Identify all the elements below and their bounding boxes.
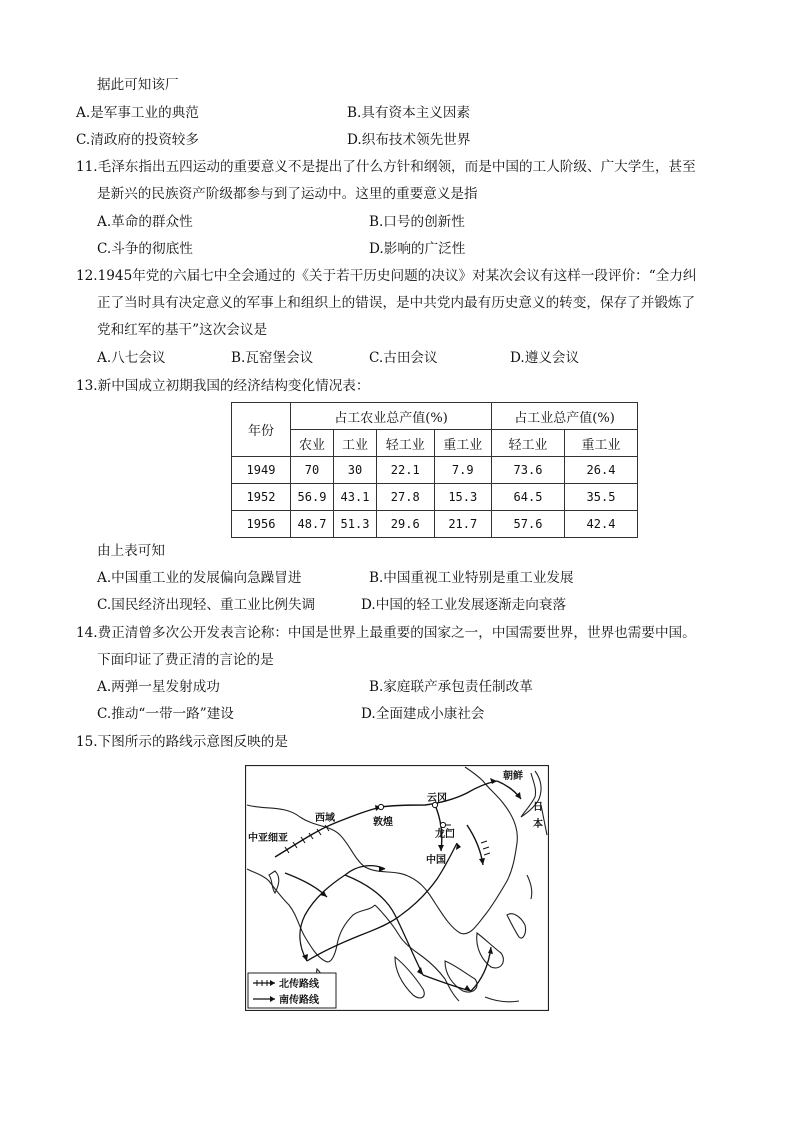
q14-option-c[interactable]: C.推动“一带一路”建设 (97, 706, 234, 722)
legend-south: 南传路线 (279, 995, 319, 1006)
table-row (232, 484, 638, 511)
table-cell: 57.6 (492, 511, 565, 538)
table-cell: 70 (291, 457, 334, 484)
table-subheader: 工业 (333, 430, 376, 457)
table-cell: 29.6 (376, 511, 434, 538)
legend-north: 北传路线 (279, 979, 319, 990)
label-central-asia: 中亚细亚 (248, 833, 288, 844)
q13-option-b[interactable]: B.中国重视工业特别是重工业发展 (369, 570, 574, 586)
q10-option-d[interactable]: D.织布技术领先世界 (347, 132, 471, 148)
label-dunhuang: 敦煌 (373, 817, 393, 828)
table-row (232, 457, 638, 484)
table-header-year: 年份 (232, 403, 291, 457)
label-korea: 朝鲜 (503, 771, 523, 782)
map-legend (248, 973, 336, 1008)
table-cell: 30 (333, 457, 376, 484)
q14-stem-line2: 下面印证了费正清的言论的是 (97, 652, 274, 668)
label-longmen: 龙门 (435, 829, 455, 840)
table-row (232, 511, 638, 538)
q14-stem-line1: 14.费正清曾多次公开发表言论称：中国是世界上最重要的国家之一，中国需要世界，世界也需要中国。 (76, 625, 696, 641)
label-xiyu: 西域 (315, 813, 335, 824)
table-cell: 48.7 (291, 511, 334, 538)
table-cell-year: 1956 (232, 511, 291, 538)
q10-option-c[interactable]: C.清政府的投资较多 (76, 132, 199, 148)
q12-option-c[interactable]: C.古田会议 (369, 350, 438, 366)
q11-stem-line1: 11.毛泽东指出五四运动的重要意义不是提出了什么方针和纲领，而是中国的工人阶级、广大学生，甚至 (76, 159, 696, 175)
table-subheader: 农业 (291, 430, 334, 457)
table-header-group1: 占工农业总产值(%) (291, 403, 492, 430)
dunhuang-marker (378, 804, 383, 809)
q14-option-b[interactable]: B.家庭联产承包责任制改革 (369, 679, 533, 695)
economy-structure-table (231, 402, 638, 538)
table-cell-year: 1949 (232, 457, 291, 484)
table-subheader: 轻工业 (376, 430, 434, 457)
table-cell: 21.7 (434, 511, 492, 538)
q15-stem-line1: 15.下图所示的路线示意图反映的是 (76, 734, 288, 750)
label-japan-2: 本 (533, 819, 543, 830)
table-cell: 7.9 (434, 457, 492, 484)
label-yungang: 云冈 (427, 793, 447, 804)
table-cell: 42.4 (564, 511, 637, 538)
q10-option-b[interactable]: B.具有资本主义因素 (347, 105, 471, 121)
table-cell: 73.6 (492, 457, 565, 484)
longmen-marker (440, 822, 445, 827)
q13-option-d[interactable]: D.中国的轻工业发展逐渐走向衰落 (361, 597, 567, 613)
table-subheader: 轻工业 (492, 430, 565, 457)
q14-option-d[interactable]: D.全面建成小康社会 (361, 706, 485, 722)
q12-option-a[interactable]: A.八七会议 (97, 350, 166, 366)
q12-option-b[interactable]: B.瓦窑堡会议 (231, 350, 314, 366)
table-header-group2: 占工业总产值(%) (492, 403, 638, 430)
table-cell: 64.5 (492, 484, 565, 511)
table-cell: 27.8 (376, 484, 434, 511)
table-cell: 15.3 (434, 484, 492, 511)
q13-stem-line1: 13.新中国成立初期我国的经济结构变化情况表： (76, 378, 370, 394)
label-japan-1: 日 (533, 802, 543, 813)
q11-option-b[interactable]: B.口号的创新性 (369, 214, 465, 230)
q12-stem-line1: 12.1945年党的六届七中全会通过的《关于若干历史问题的决议》对某次会议有这样一段评价：“全力纠 (76, 268, 697, 284)
q13-option-a[interactable]: A.中国重工业的发展偏向急躁冒进 (97, 570, 302, 586)
q12-stem-line3: 党和红军的基干”这次会议是 (97, 322, 268, 338)
q11-stem-line2: 是新兴的民族资产阶级都参与到了运动中。这里的重要意义是指 (97, 186, 478, 202)
buddhism-spread-route-map (245, 765, 549, 1011)
q13-after-table: 由上表可知 (97, 543, 165, 559)
table-cell: 51.3 (333, 511, 376, 538)
table-subheader: 重工业 (564, 430, 637, 457)
label-china: 中国 (426, 855, 446, 866)
q13-option-c[interactable]: C.国民经济出现轻、重工业比例失调 (97, 597, 316, 613)
q12-option-d[interactable]: D.遵义会议 (510, 350, 580, 366)
table-subheader: 重工业 (434, 430, 492, 457)
q10-option-a[interactable]: A.是军事工业的典范 (76, 105, 199, 121)
q11-option-a[interactable]: A.革命的群众性 (97, 214, 193, 230)
q12-stem-line2: 正了当时具有决定意义的军事上和组织上的错误，是中共党内最有历史意义的转变，保存了并锻炼了 (97, 295, 696, 311)
q11-option-c[interactable]: C.斗争的彻底性 (97, 241, 193, 257)
q11-option-d[interactable]: D.影响的广泛性 (369, 241, 466, 257)
q10-stem-tail: 据此可知该厂 (97, 77, 179, 93)
table-cell: 56.9 (291, 484, 334, 511)
table-cell: 26.4 (564, 457, 637, 484)
table-cell: 43.1 (333, 484, 376, 511)
q14-option-a[interactable]: A.两弹一星发射成功 (97, 679, 220, 695)
table-cell: 35.5 (564, 484, 637, 511)
table-cell: 22.1 (376, 457, 434, 484)
table-cell-year: 1952 (232, 484, 291, 511)
